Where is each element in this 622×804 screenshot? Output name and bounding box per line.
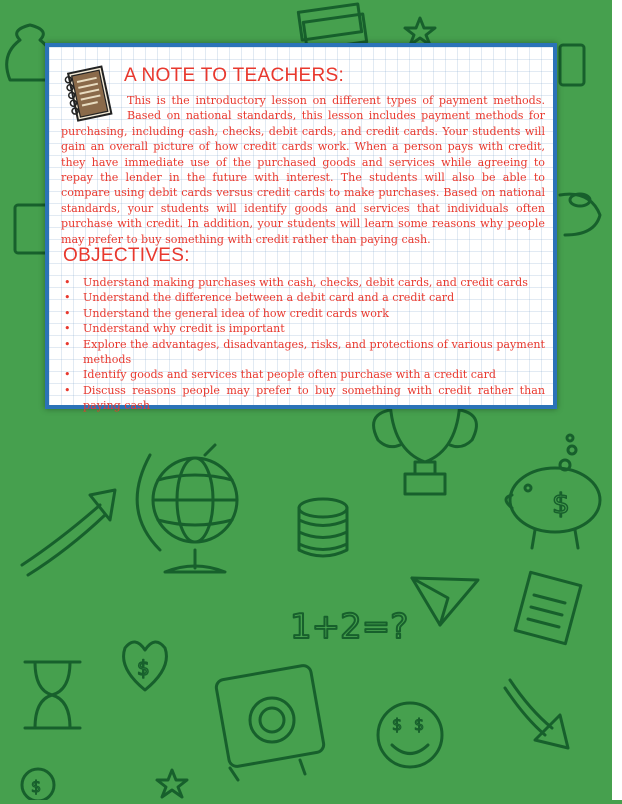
list-item: • Understand the general idea of how credit cards work bbox=[64, 306, 389, 320]
hourglass-icon bbox=[25, 662, 80, 728]
note-heading: A NOTE TO TEACHERS: bbox=[124, 65, 345, 86]
hand-coin-icon bbox=[560, 194, 600, 235]
heart-dollar-icon bbox=[124, 642, 167, 690]
coin-stack-icon bbox=[299, 499, 347, 556]
intro-paragraph bbox=[61, 93, 545, 247]
safe-icon bbox=[215, 664, 325, 780]
piggy-bank-icon bbox=[506, 435, 600, 548]
trophy-icon bbox=[374, 400, 477, 494]
arrow-down-icon bbox=[505, 680, 568, 748]
page-edge bbox=[612, 0, 622, 800]
paper-plane-icon bbox=[412, 578, 478, 625]
svg-text:$: $ bbox=[392, 715, 403, 734]
notebook-doodle-icon bbox=[515, 572, 581, 643]
star-icon bbox=[405, 18, 435, 45]
list-item: • Understand why credit is important bbox=[64, 322, 285, 336]
arrow-up-right-icon bbox=[22, 490, 115, 575]
objectives-heading: OBJECTIVES: bbox=[63, 245, 190, 266]
calculator-icon bbox=[560, 45, 584, 85]
list-item: • Understand the difference between a debit card and a credit card bbox=[64, 291, 455, 305]
bullet: • bbox=[64, 306, 71, 320]
globe-icon bbox=[137, 445, 237, 572]
star-icon bbox=[157, 770, 187, 797]
bullet: • bbox=[64, 291, 71, 305]
list-item: • Identify goods and services that people often purchase with a credit card bbox=[64, 368, 496, 382]
list-item: • Explore the advantages, disadvantages, risks, and protections of various payment methods bbox=[64, 337, 545, 367]
svg-text:$: $ bbox=[31, 777, 42, 796]
svg-text:$: $ bbox=[552, 487, 570, 520]
bullet: • bbox=[64, 322, 71, 336]
bullet: • bbox=[64, 337, 71, 351]
svg-text:$: $ bbox=[137, 656, 150, 680]
bullet: • bbox=[64, 368, 71, 382]
smiley-dollar-icon bbox=[378, 703, 442, 767]
list-item: • Discuss reasons people may prefer to buy something with credit rather than paying cash bbox=[64, 383, 545, 413]
coin-icon bbox=[22, 769, 54, 800]
svg-text:$: $ bbox=[414, 715, 425, 734]
math-doodle: 1+2=? bbox=[290, 607, 409, 647]
list-item: • Understand making purchases with cash, checks, debit cards, and credit cards bbox=[64, 276, 528, 289]
bullet: • bbox=[64, 276, 71, 289]
teacher-note-card bbox=[45, 43, 557, 413]
objectives-list bbox=[61, 275, 545, 414]
intro-text: This is the introductory lesson on different types of payment methods. Based on national standards, this lesson includes payment methods for purchasing, including cash, checks, debit cards, and credit cards. Your students will gain an overall picture of how credit cards work. When a person pays with credit, they have immediate use of the purchased goods and services while agreeing to repay the lender in the future with interest. The students will also be able to compare using debit cards versus credit cards to make purchases. Based on national standards, your students will identify goods and services that individuals often purchase with credit. In addition, your students will learn some reasons why people may prefer to buy something with credit rather than paying cash. bbox=[61, 94, 545, 246]
bullet: • bbox=[64, 383, 71, 397]
